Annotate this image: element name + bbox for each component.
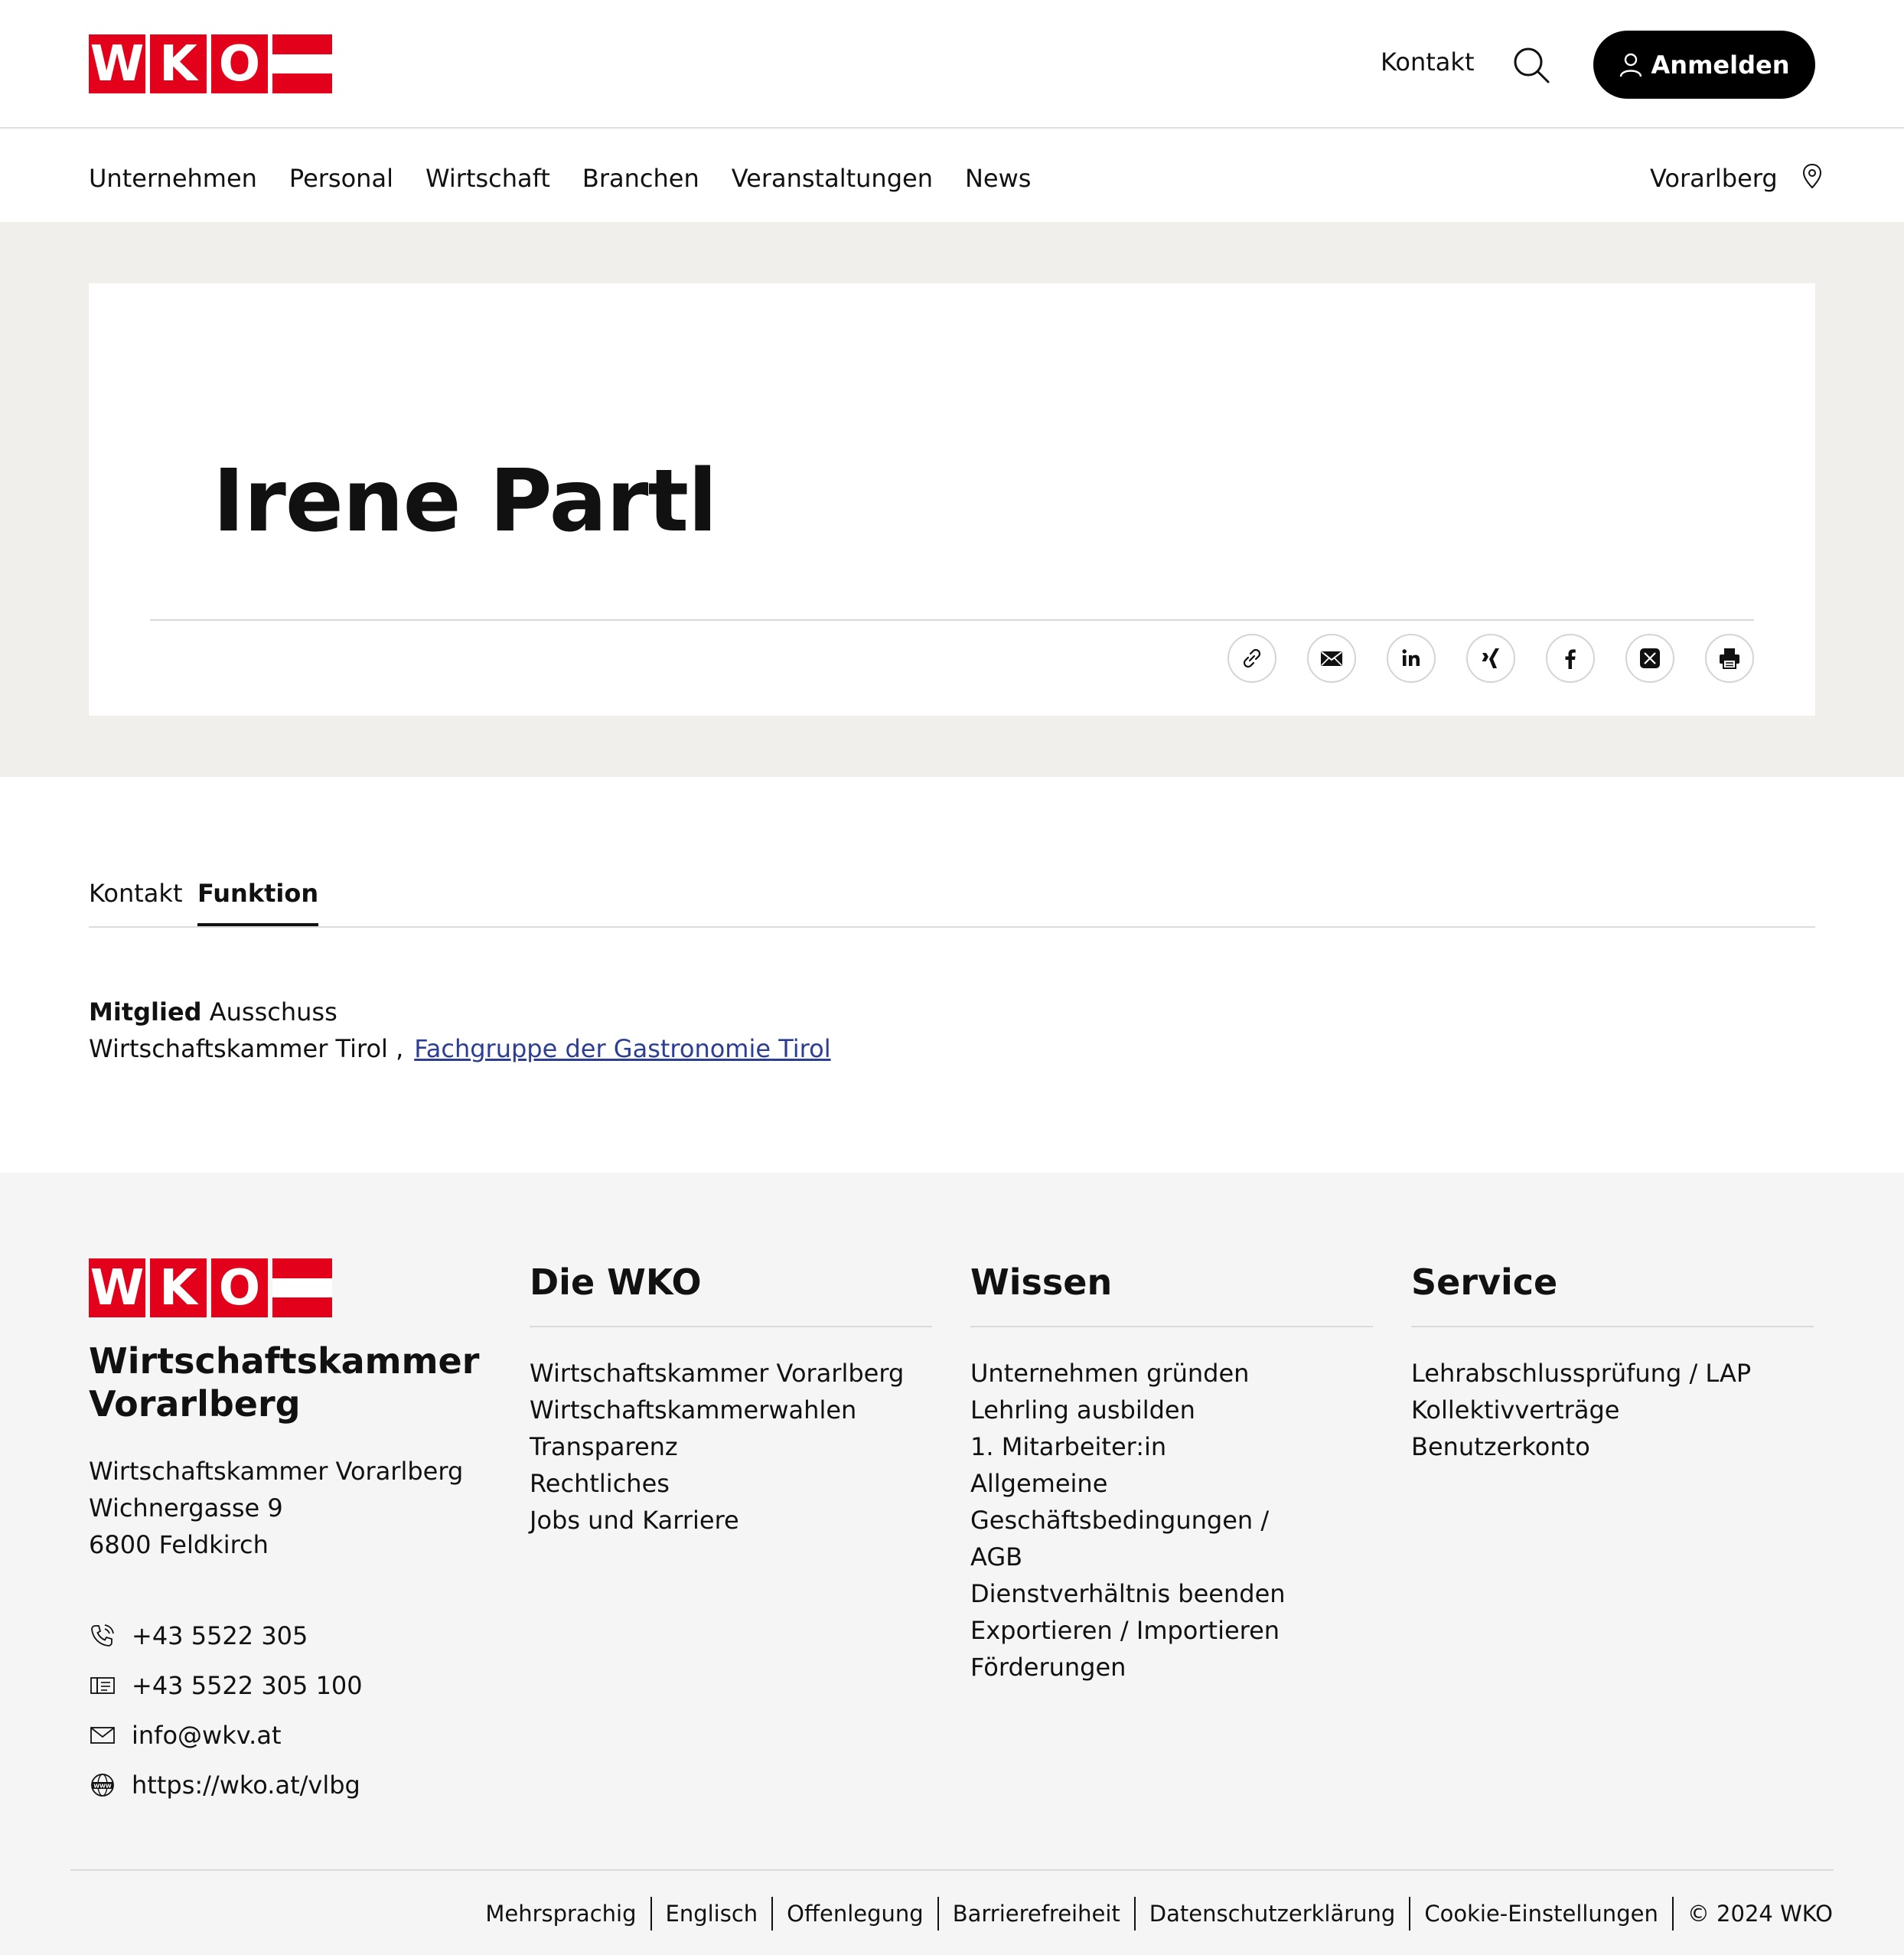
footer-column-rule bbox=[530, 1326, 932, 1327]
legal-link-cookie-einstellungen[interactable]: Cookie-Einstellungen bbox=[1409, 1897, 1671, 1931]
footer-contacts bbox=[89, 1611, 363, 1810]
address-line: 6800 Feldkirch bbox=[89, 1530, 269, 1559]
logo-letter: O bbox=[211, 1258, 268, 1317]
logo-letter: K bbox=[150, 1258, 207, 1317]
phone-number: +43 5522 305 bbox=[132, 1620, 308, 1650]
svg-text:WWW: WWW bbox=[93, 1783, 112, 1789]
address-line: Wichnergasse 9 bbox=[89, 1493, 283, 1523]
footer-org-name bbox=[89, 1340, 479, 1425]
hero-card bbox=[89, 283, 1815, 716]
footer-link[interactable]: Lehrling ausbilden bbox=[970, 1395, 1195, 1425]
page-title: Irene Partl bbox=[213, 452, 717, 551]
share-mail-button[interactable] bbox=[1307, 634, 1356, 683]
footer-link[interactable]: 1. Mitarbeiter:in bbox=[970, 1432, 1167, 1461]
nav-item-wirtschaft[interactable]: Wirtschaft bbox=[425, 164, 550, 193]
linkedin-icon bbox=[1398, 645, 1424, 671]
logo-letter: W bbox=[90, 35, 145, 93]
contact-email[interactable] bbox=[89, 1710, 363, 1760]
footer-link[interactable]: Allgemeine Geschäftsbedingungen / bbox=[970, 1469, 1270, 1535]
footer-link[interactable]: Benutzerkonto bbox=[1411, 1432, 1590, 1461]
mail-icon bbox=[1319, 645, 1345, 671]
search-icon[interactable] bbox=[1512, 46, 1550, 84]
envelope-icon bbox=[89, 1722, 116, 1749]
function-role: Mitglied bbox=[89, 997, 202, 1026]
function-entry bbox=[89, 994, 831, 1067]
legal-link-offenlegung[interactable]: Offenlegung bbox=[771, 1897, 937, 1931]
region-label: Vorarlberg bbox=[1650, 164, 1778, 193]
print-button[interactable] bbox=[1705, 634, 1754, 683]
nav-item-veranstaltungen[interactable]: Veranstaltungen bbox=[731, 164, 933, 193]
footer-column-title: Service bbox=[1411, 1261, 1558, 1303]
user-icon bbox=[1619, 53, 1642, 77]
contact-web[interactable] bbox=[89, 1760, 363, 1810]
org-name-line: Vorarlberg bbox=[89, 1383, 301, 1425]
legal-link-barrierefreiheit[interactable]: Barrierefreiheit bbox=[937, 1897, 1134, 1931]
org-name-line: Wirtschaftskammer bbox=[89, 1340, 480, 1382]
phone-icon bbox=[89, 1622, 116, 1650]
footer-column-rule bbox=[970, 1326, 1373, 1327]
legal-link-mehrsprachig[interactable]: Mehrsprachig bbox=[485, 1901, 637, 1927]
footer-link[interactable]: Rechtliches bbox=[530, 1469, 670, 1498]
share-toolbar bbox=[1227, 634, 1754, 683]
logo-letter: O bbox=[211, 34, 268, 93]
fax-icon bbox=[89, 1672, 116, 1699]
footer-link[interactable]: Unternehmen gründen bbox=[970, 1359, 1250, 1388]
footer-link[interactable]: Exportieren / Importieren bbox=[970, 1616, 1280, 1645]
main-navigation bbox=[0, 130, 1904, 222]
share-x-button[interactable] bbox=[1625, 634, 1674, 683]
header-contact-link[interactable]: Kontakt bbox=[1381, 47, 1475, 77]
globe-icon bbox=[89, 1771, 116, 1799]
logo-letter: K bbox=[150, 34, 207, 93]
login-button[interactable] bbox=[1593, 31, 1815, 99]
nav-item-branchen[interactable]: Branchen bbox=[582, 164, 699, 193]
function-body: Ausschuss bbox=[209, 997, 337, 1026]
footer-column-rule bbox=[1411, 1326, 1814, 1327]
facebook-icon bbox=[1557, 645, 1583, 671]
footer-link[interactable]: Wirtschaftskammerwahlen bbox=[530, 1395, 857, 1425]
x-icon bbox=[1637, 645, 1663, 671]
fachgruppe-link[interactable]: Fachgruppe der Gastronomie Tirol bbox=[414, 1034, 831, 1063]
location-pin-icon bbox=[1802, 163, 1822, 189]
nav-item-personal[interactable]: Personal bbox=[289, 164, 393, 193]
nav-item-unternehmen[interactable]: Unternehmen bbox=[89, 164, 257, 193]
email-address: info@wkv.at bbox=[132, 1720, 282, 1750]
footer-wko-logo[interactable] bbox=[89, 1258, 332, 1317]
site-header bbox=[0, 0, 1904, 129]
copyright: © 2024 WKO bbox=[1672, 1897, 1833, 1931]
legal-link-englisch[interactable]: Englisch bbox=[650, 1897, 772, 1931]
footer-link[interactable]: Transparenz bbox=[530, 1432, 678, 1461]
detail-tabs bbox=[89, 879, 1815, 928]
tab-kontakt[interactable]: Kontakt bbox=[89, 879, 183, 908]
share-xing-button[interactable] bbox=[1466, 634, 1515, 683]
footer-bottom-rule bbox=[70, 1869, 1834, 1871]
logo-letter: W bbox=[90, 1259, 145, 1317]
link-icon bbox=[1239, 645, 1265, 671]
fax-number: +43 5522 305 100 bbox=[132, 1670, 363, 1700]
region-selector[interactable] bbox=[1650, 164, 1822, 193]
wko-logo[interactable] bbox=[89, 34, 332, 93]
nav-item-news[interactable]: News bbox=[964, 164, 1032, 193]
share-linkedin-button[interactable] bbox=[1387, 634, 1436, 683]
footer-link[interactable]: Lehrabschlussprüfung / LAP bbox=[1411, 1359, 1752, 1388]
contact-phone[interactable] bbox=[89, 1611, 363, 1660]
logo-flag bbox=[272, 1258, 332, 1317]
footer-column-service bbox=[1411, 1258, 1814, 1465]
address-line: Wirtschaftskammer Vorarlberg bbox=[89, 1457, 464, 1486]
footer-link[interactable]: Jobs und Karriere bbox=[530, 1506, 739, 1535]
footer-column-title: Die WKO bbox=[530, 1261, 702, 1303]
footer-link[interactable]: Wirtschaftskammer Vorarlberg bbox=[530, 1359, 905, 1388]
logo-flag bbox=[272, 34, 332, 93]
login-label: Anmelden bbox=[1651, 50, 1790, 80]
tab-funktion[interactable]: Funktion bbox=[197, 879, 318, 926]
footer-link[interactable]: Kollektivverträge bbox=[1411, 1395, 1620, 1425]
site-footer bbox=[0, 1173, 1904, 1955]
legal-links bbox=[471, 1897, 1833, 1931]
xing-icon bbox=[1478, 645, 1504, 671]
contact-fax[interactable] bbox=[89, 1660, 363, 1710]
footer-link[interactable]: Förderungen bbox=[970, 1653, 1126, 1682]
function-organisation: Wirtschaftskammer Tirol , bbox=[89, 1034, 404, 1063]
footer-link[interactable]: AGB bbox=[970, 1542, 1023, 1572]
share-facebook-button[interactable] bbox=[1546, 634, 1595, 683]
footer-column-wissen bbox=[970, 1258, 1373, 1686]
legal-link-datenschutz[interactable]: Datenschutzerklärung bbox=[1134, 1897, 1410, 1931]
print-icon bbox=[1717, 645, 1743, 671]
footer-link[interactable]: Dienstverhältnis beenden bbox=[970, 1579, 1286, 1608]
footer-column-die-wko bbox=[530, 1258, 932, 1539]
website-url: https://wko.at/vlbg bbox=[132, 1770, 360, 1800]
hero-divider bbox=[150, 619, 1754, 621]
footer-address bbox=[89, 1453, 463, 1563]
share-link-button[interactable] bbox=[1227, 634, 1276, 683]
footer-column-title: Wissen bbox=[970, 1261, 1113, 1303]
